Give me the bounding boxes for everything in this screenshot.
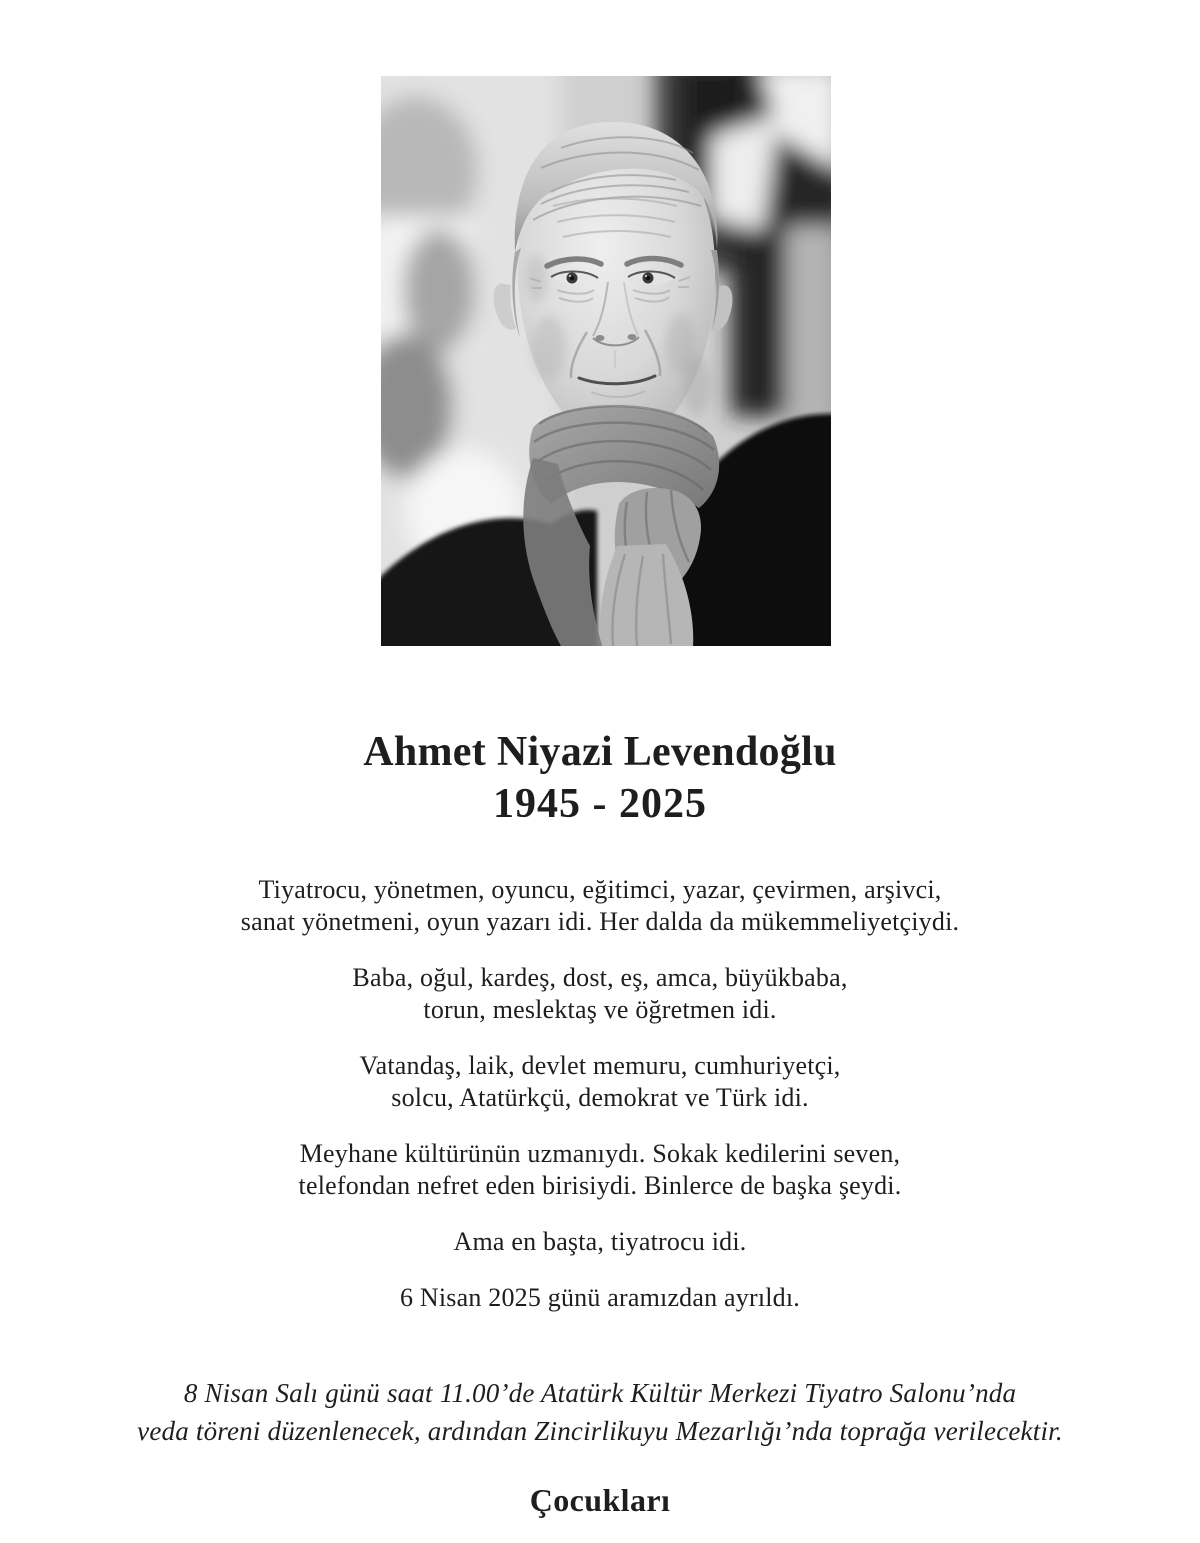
scarf <box>523 406 719 646</box>
bio-line: Meyhane kültürünün uzmanıydı. Sokak kedilerini seven, <box>299 1139 901 1168</box>
deceased-name: Ahmet Niyazi Levendoğlu <box>363 729 837 775</box>
bio-line: Vatandaş, laik, devlet memuru, cumhuriyetçi, <box>359 1051 841 1080</box>
bio-paragraph-identity <box>0 1050 1200 1114</box>
ceremony-line: 8 Nisan Salı günü saat 11.00’de Atatürk Kültür Merkezi Tiyatro Salonu’nda <box>183 1378 1017 1408</box>
ceremony-notice <box>0 1374 1200 1450</box>
bio-paragraph-roles <box>0 874 1200 938</box>
bio-paragraph-family <box>0 962 1200 1026</box>
bio-paragraph-character <box>0 1138 1200 1202</box>
bio-paragraph-theatre <box>0 1226 1200 1258</box>
portrait-photo <box>381 76 831 646</box>
bio-line: Tiyatrocu, yönetmen, oyuncu, eğitimci, yazar, çevirmen, arşivci, <box>258 875 942 904</box>
bio-line: sanat yönetmeni, oyun yazarı idi. Her dalda da mükemmeliyetçiydi. <box>240 907 960 936</box>
obituary-text <box>0 874 1200 1519</box>
portrait-illustration <box>381 76 831 646</box>
death-date-line <box>0 1282 1200 1314</box>
bio-line: solcu, Atatürkçü, demokrat ve Türk idi. <box>391 1083 809 1112</box>
bio-line: Baba, oğul, kardeş, dost, eş, amca, büyükbaba, <box>352 963 848 992</box>
signature: Çocukları <box>529 1482 671 1518</box>
ceremony-line: veda töreni düzenlenecek, ardından Zincirlikuyu Mezarlığı’nda toprağa verilecektir. <box>137 1416 1063 1446</box>
title-block <box>0 726 1200 830</box>
bio-line: 6 Nisan 2025 günü aramızdan ayrıldı. <box>400 1283 800 1312</box>
bio-line: Ama en başta, tiyatrocu idi. <box>453 1227 747 1256</box>
bio-line: telefondan nefret eden birisiydi. Binlerce de başka şeydi. <box>298 1171 902 1200</box>
life-years: 1945 - 2025 <box>493 781 707 827</box>
bio-line: torun, meslektaş ve öğretmen idi. <box>423 995 777 1024</box>
